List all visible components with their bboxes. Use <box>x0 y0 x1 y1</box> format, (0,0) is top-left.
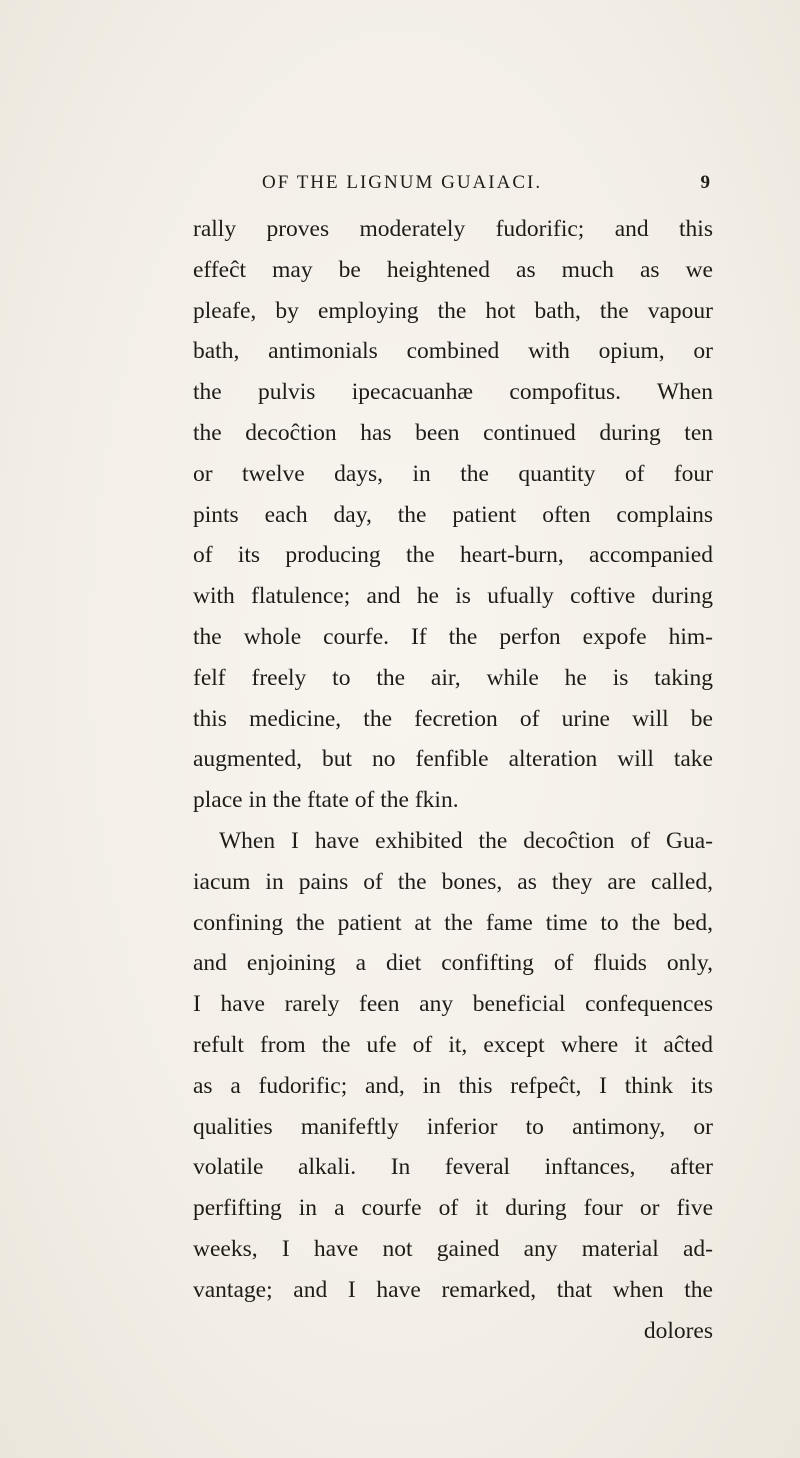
text-line: refult from the ufe of it, except where it aĉted <box>193 1031 713 1058</box>
text-line: iacum in pains of the bones, as they are called, <box>193 868 713 895</box>
text-line: rally proves moderately fudorific; and this <box>193 216 713 242</box>
text-line: perfifting in a courfe of it during four or five <box>193 1195 713 1222</box>
text-line: pints each day, the patient often complains <box>193 501 713 528</box>
text-line: augmented, but no fenfible alteration will take <box>193 746 713 773</box>
text-line: with flatulence; and he is ufually coftive during <box>193 583 713 610</box>
catchword: dolores <box>643 1317 713 1344</box>
text-line: the pulvis ipecacuanhæ compofitus. When <box>193 379 713 406</box>
text-line: the whole courfe. If the perfon expofe him- <box>193 623 713 650</box>
text-line: felf freely to the air, while he is taking <box>193 664 713 691</box>
text-line: place in the ftate of the fkin. <box>193 787 459 814</box>
text-line: qualities manifeftly inferior to antimony, or <box>193 1113 713 1140</box>
text-line: as a fudorific; and, in this refpeĉt, I think its <box>193 1072 713 1099</box>
page-number: 9 <box>700 172 712 193</box>
text-line: When I have exhibited the decoĉtion of Gua- <box>219 827 713 854</box>
body-text <box>193 209 713 1351</box>
text-line: bath, antimonials combined with opium, or <box>193 338 713 365</box>
text-line: I have rarely feen any beneficial confequences <box>193 991 713 1018</box>
text-line: pleafe, by employing the hot bath, the vapour <box>193 297 713 324</box>
text-line: of its producing the heart-burn, accompanied <box>193 542 713 569</box>
text-line: this medicine, the fecretion of urine will be <box>193 705 713 732</box>
text-line: or twelve days, in the quantity of four <box>193 460 713 487</box>
text-line: and enjoining a diet confifting of fluids only, <box>193 950 713 977</box>
running-head <box>262 170 712 196</box>
text-line: weeks, I have not gained any material ad- <box>193 1235 713 1262</box>
text-line: volatile alkali. In feveral inftances, after <box>193 1154 713 1181</box>
text-line: effeĉt may be heightened as much as we <box>193 256 713 283</box>
text-line: the decoĉtion has been continued during ten <box>193 419 713 446</box>
text-line: vantage; and I have remarked, that when the <box>193 1276 713 1303</box>
running-title: OF THE LIGNUM GUAIACI. <box>262 172 543 193</box>
text-line: confining the patient at the fame time to the bed, <box>193 909 713 936</box>
